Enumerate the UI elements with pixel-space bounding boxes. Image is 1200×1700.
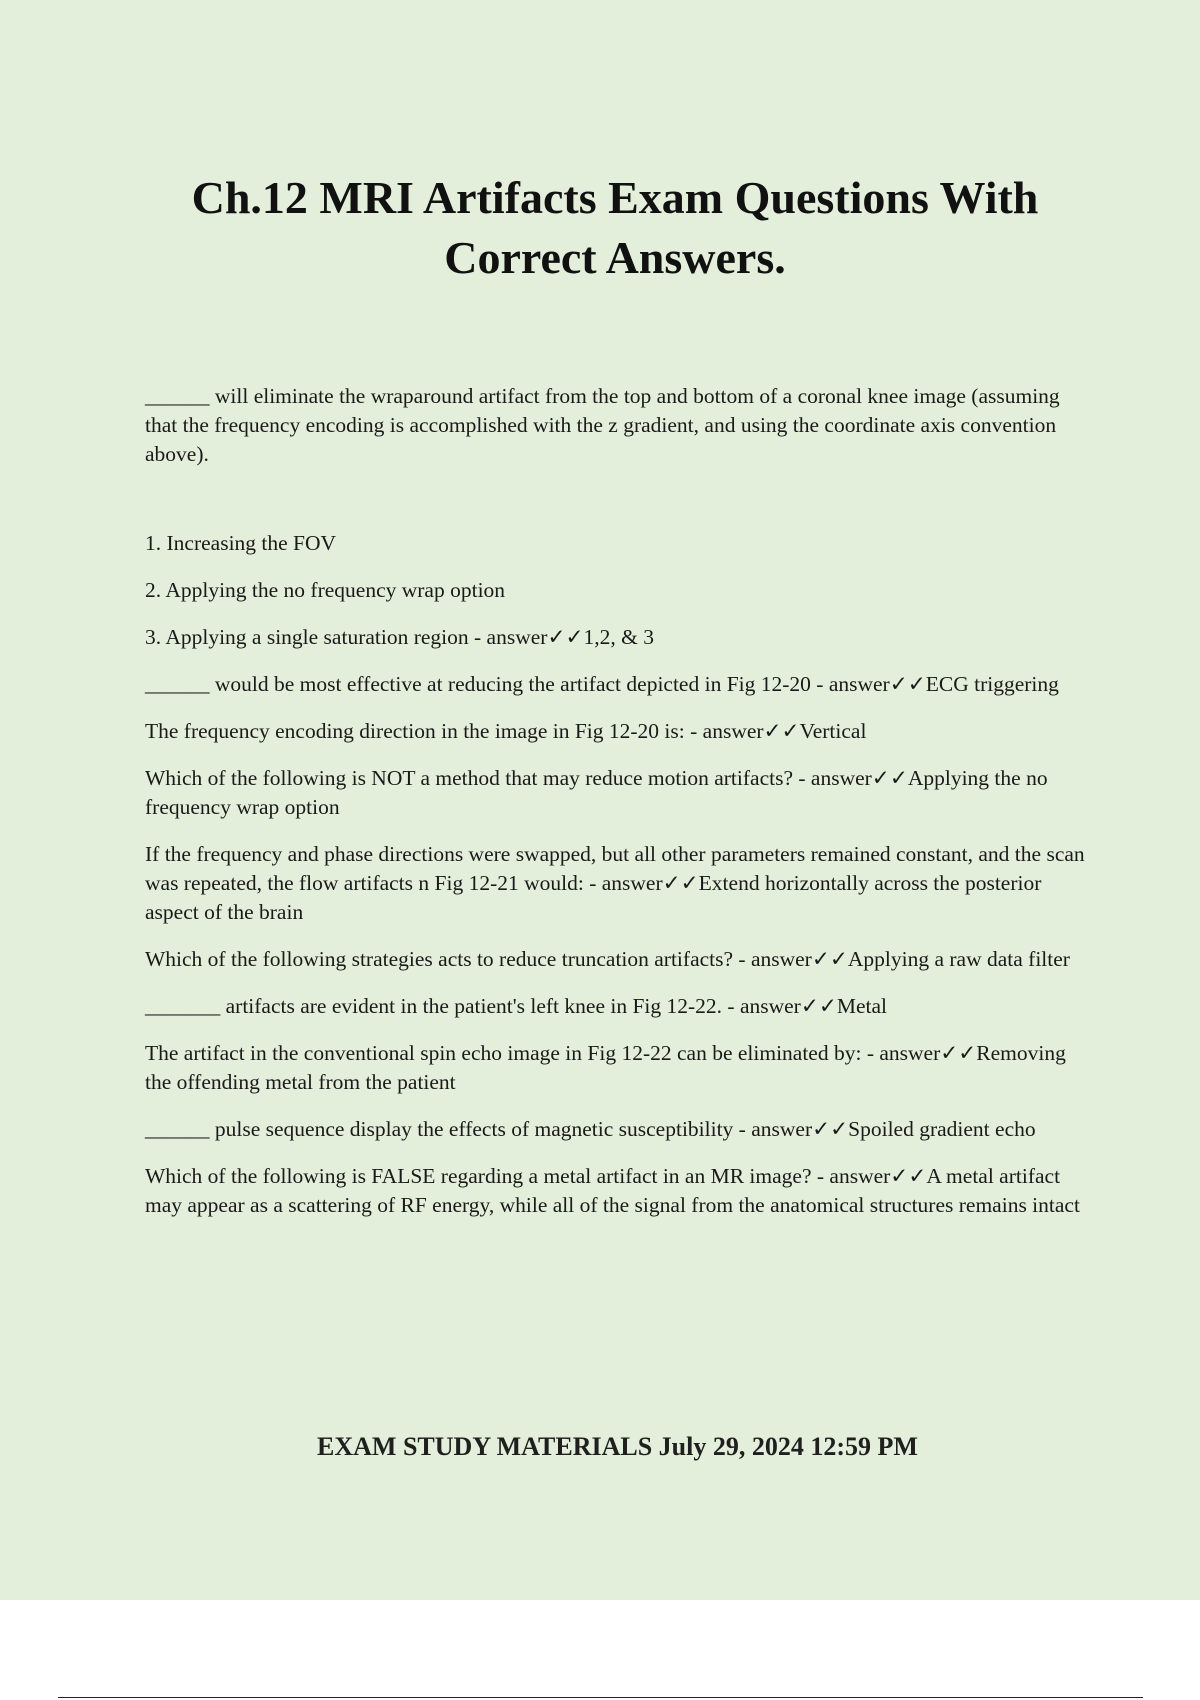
bottom-divider — [58, 1697, 1143, 1698]
answer-options — [145, 529, 1095, 652]
study-materials-footer: EXAM STUDY MATERIALS July 29, 2024 12:59 PM — [317, 1432, 918, 1461]
question-item: The frequency encoding direction in the image in Fig 12-20 is: - answer✓✓Vertical — [145, 719, 867, 743]
document-title: Ch.12 MRI Artifacts Exam Questions With Correct Answers. — [191, 172, 1039, 283]
option-item: 2. Applying the no frequency wrap option — [145, 578, 506, 602]
option-item: 1. Increasing the FOV — [145, 531, 337, 555]
question-item: The artifact in the conventional spin echo image in Fig 12-22 can be eliminated by: - answer✓✓Removing the offending metal from the patient — [145, 1041, 1066, 1094]
question-item: ______ would be most effective at reducing the artifact depicted in Fig 12-20 - answer✓✓ECG triggering — [145, 672, 1059, 696]
question-intro: ______ will eliminate the wraparound artifact from the top and bottom of a coronal knee image (assuming that the frequency encoding is accomplished with the z gradient, and using the coordinate axis convention above). — [145, 384, 1060, 466]
question-item: ______ pulse sequence display the effects of magnetic susceptibility - answer✓✓Spoiled gradient echo — [145, 1117, 1036, 1141]
question-item: If the frequency and phase directions were swapped, but all other parameters remained constant, and the scan was repeated, the flow artifacts n Fig 12-21 would: - answer✓✓Extend horizontally across the posterior aspect of the brain — [145, 842, 1085, 924]
question-item: Which of the following is FALSE regarding a metal artifact in an MR image? - answer✓✓A metal artifact may appear as a scattering of RF energy, while all of the signal from the anatomical structures remains intact — [145, 1164, 1080, 1217]
option-item: 3. Applying a single saturation region - answer✓✓1,2, & 3 — [145, 625, 654, 649]
document-body — [145, 382, 1095, 1238]
question-item: Which of the following is NOT a method that may reduce motion artifacts? - answer✓✓Applying the no frequency wrap option — [145, 766, 1048, 819]
question-list — [145, 670, 1095, 1220]
question-item: Which of the following strategies acts to reduce truncation artifacts? - answer✓✓Applying a raw data filter — [145, 947, 1070, 971]
question-item: _______ artifacts are evident in the patient's left knee in Fig 12-22. - answer✓✓Metal — [145, 994, 888, 1018]
